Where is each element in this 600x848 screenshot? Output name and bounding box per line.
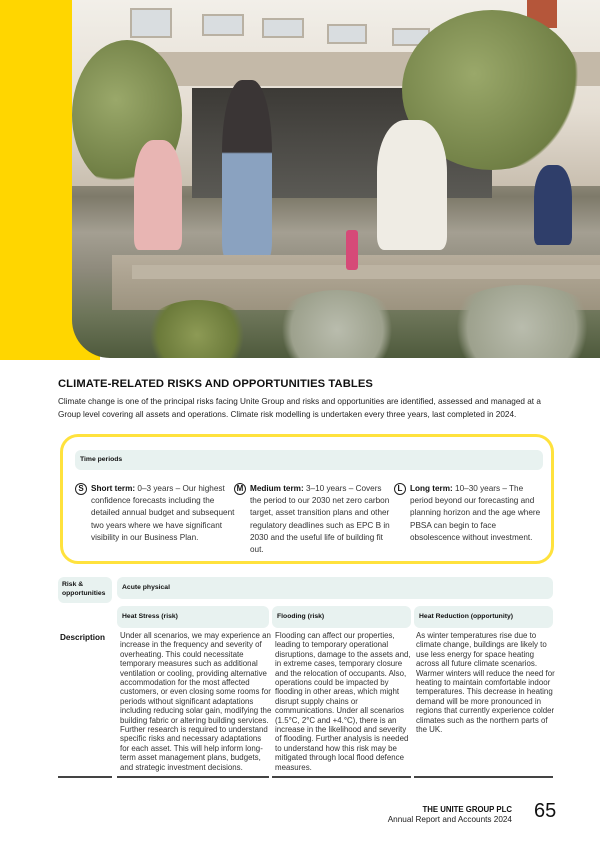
- photo-person: [222, 80, 272, 260]
- time-period-term: Long term:: [410, 484, 453, 493]
- table-cell-flooding: Flooding can affect our properties, leading to temporary operational disruptions, damage to the assets and, in extreme cases, temporary closure and the relocation of occupants. Also, operations could be impacted by flooding in other areas, which might disrupt supply chains or communications. Under all scenarios (1.5°C, 2°C and +4.°C), there is an increase in the likelihood and severity of flooding. Further analysis is needed to understand how this risk may be mitigated through local flood defence measures.: [275, 631, 411, 772]
- time-period-term: Medium term:: [250, 484, 304, 493]
- table-rule: [58, 776, 112, 778]
- time-period-text: 10–30 years – The period beyond our forecasting and planning horizon and the age where PBSA can begin to face obsolescence without investment.: [410, 484, 541, 542]
- category-header: Acute physical: [117, 577, 553, 599]
- time-period-short: [75, 483, 235, 544]
- photo-water-bottle: [346, 230, 358, 270]
- section-title: CLIMATE-RELATED RISKS AND OPPORTUNITIES TABLES: [58, 378, 373, 390]
- row-header-risk-opportunities: Risk & opportunities: [58, 577, 112, 603]
- time-period-term: Short term:: [91, 484, 136, 493]
- column-header-heat-stress: Heat Stress (risk): [117, 606, 269, 628]
- footer-company: THE UNITE GROUP PLC: [422, 805, 512, 814]
- photo-window: [262, 18, 304, 38]
- photo-person: [377, 120, 447, 250]
- time-period-long: [394, 483, 546, 544]
- photo-bench: [132, 265, 600, 279]
- time-period-text: 3–10 years – Covers the period to our 2030 net zero carbon target, asset transition plans and other regulatory deadlines such as EPC B in 2030 and the useful life of building fit out.: [250, 484, 390, 555]
- time-periods-header: Time periods: [75, 450, 543, 470]
- table-rule: [272, 776, 411, 778]
- photo-person: [534, 165, 572, 245]
- time-period-text: 0–3 years – Our highest confidence forecasts including the detailed annual budget and subsequent two years where we have significant visibility in our Business Plan.: [91, 484, 235, 542]
- column-header-flooding: Flooding (risk): [272, 606, 411, 628]
- photo-window: [130, 8, 172, 38]
- short-term-badge-icon: S: [75, 483, 87, 495]
- time-periods-box: [60, 434, 554, 564]
- hero-section: [0, 0, 600, 360]
- table-rule: [117, 776, 269, 778]
- hero-photo: [72, 0, 600, 358]
- table-rule: [414, 776, 553, 778]
- page-number: 65: [534, 800, 557, 822]
- photo-window: [202, 14, 244, 36]
- time-period-medium: [234, 483, 394, 556]
- intro-paragraph: Climate change is one of the principal risks facing Unite Group and risks and opportunities are identified, assessed and managed at a Group level covering all assets and operations. Climate risk modelling is undertaken every three years, last completed in 2024.: [58, 397, 541, 419]
- row-label-description: Description: [60, 633, 106, 642]
- medium-term-badge-icon: M: [234, 483, 246, 495]
- photo-shrub: [442, 285, 600, 358]
- photo-person: [134, 140, 182, 250]
- table-cell-heat-stress: Under all scenarios, we may experience an increase in the frequency and severity of overheating. This could necessitate temporary measures such as additional ventilation or cooling, providing alternative accommodation for the most affected customers, or even closing some rooms for periods without significant adaptations including reducing solar gain, modifying the building fabric or altering building services. Further research is required to understand specific risks and necessary adaptations for each asset. This will help inform long-term asset management plans, budgets, and strategic investment decisions.: [120, 631, 272, 772]
- column-header-heat-reduction: Heat Reduction (opportunity): [414, 606, 553, 628]
- table-cell-heat-reduction: As winter temperatures rise due to climate change, buildings are likely to use less energy for space heating across all future climate scenarios. Warmer winters will reduce the need for heating to maintain comfortable indoor temperatures. This decrease in heating demand will be more pronounced in regions that currently experience colder climates such as the northern parts of the UK.: [416, 631, 555, 735]
- footer-report-title: Annual Report and Accounts 2024: [387, 815, 512, 824]
- photo-window: [327, 24, 367, 44]
- long-term-badge-icon: L: [394, 483, 406, 495]
